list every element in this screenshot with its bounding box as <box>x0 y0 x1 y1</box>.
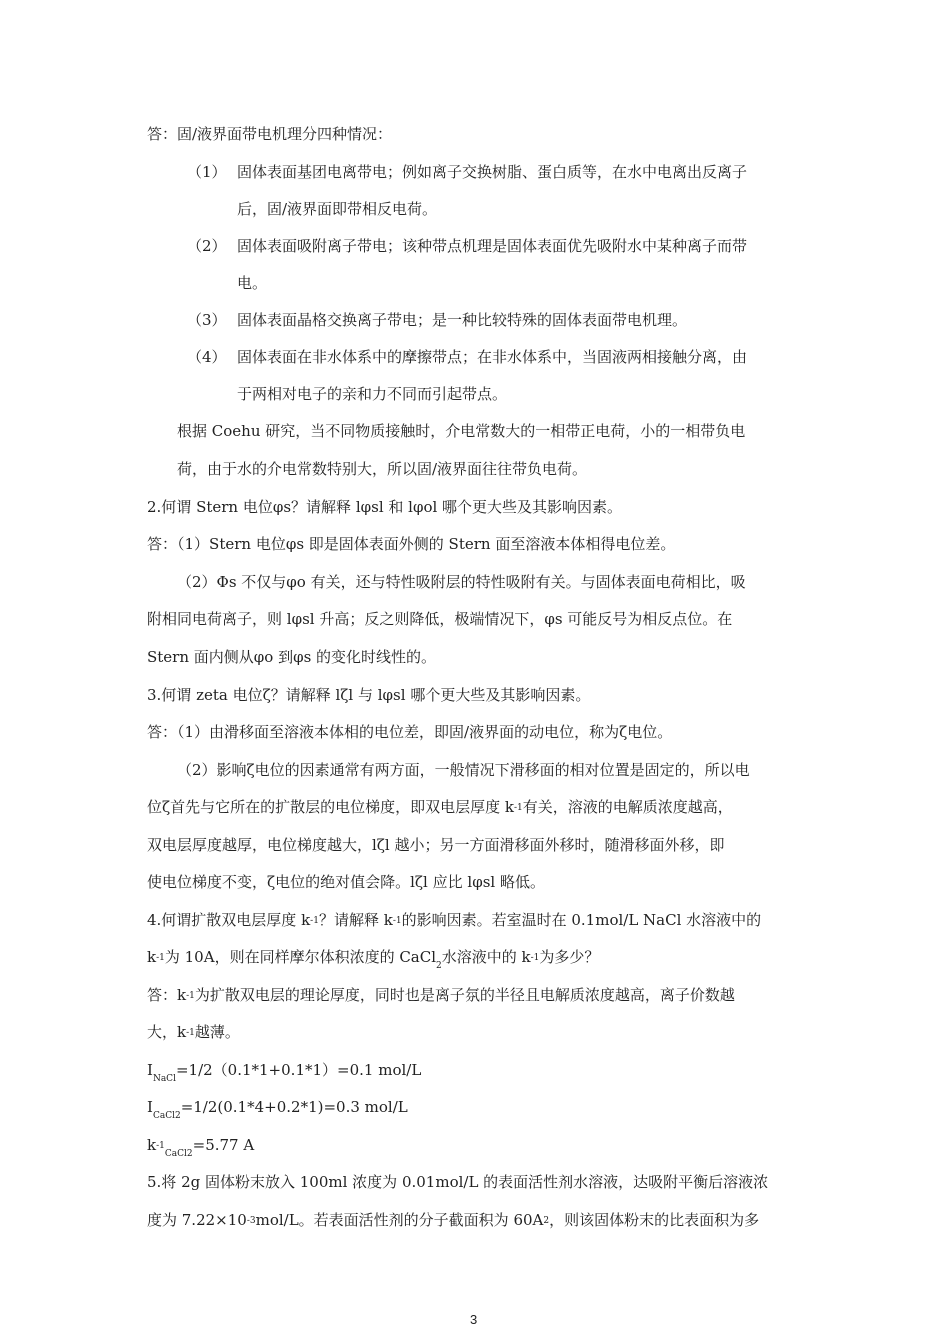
item2-line1: 固体表面吸附离子带电；该种带点机理是固体表面优先吸附水中某种离子而带 <box>237 237 748 255</box>
formula-ionic-strength-nacl: $I_{NaCl}=1/2(0.1*1+0.1*1)=0.1$ mol/L <box>147 1061 422 1084</box>
q4-question-line2: k-1为 10A，则在同样摩尔体积浓度的 CaCl$_2$水溶液中的 k-1为多少？ <box>147 948 600 971</box>
page-number: 3 <box>470 1312 478 1327</box>
q5-question-line2: 度为 7.22×10-3mol/L。若表面活性剂的分子截面积为 60A2，则该固体粉末的比表面积为多 <box>147 1211 760 1229</box>
item2-line2: 电。 <box>237 274 268 292</box>
item3-line1: 固体表面晶格交换离子带电；是一种比较特殊的固体表面带电机理。 <box>237 311 688 329</box>
q3-answer2-line4: 使电位梯度不变，ζ电位的绝对值会降。lζl 应比 lφsl 略低。 <box>147 873 545 891</box>
coehu-line1: 根据 Coehu 研究，当不同物质接触时，介电常数大的一相带正电荷，小的一相带负电 <box>177 422 746 440</box>
q2-answer2-line2: 附相同电荷离子，则 lφsl 升高；反之则降低，极端情况下，φs 可能反号为相反点位。在 <box>147 610 733 628</box>
coehu-line2: 荷，由于水的介电常数特别大，所以固/液界面往往带负电荷。 <box>177 460 588 478</box>
q2-question: 2.何谓 Stern 电位φs？请解释 lφsl 和 lφol 哪个更大些及其影响因素。 <box>147 498 623 516</box>
q2-answer1: 答：（1）Stern 电位φs 即是固体表面外侧的 Stern 面至溶液本体相得电位差。 <box>147 535 676 553</box>
q5-question-line1: 5.将 2g 固体粉末放入 100ml 浓度为 0.01mol/L 的表面活性剂水溶液，达吸附平衡后溶液浓 <box>147 1173 769 1191</box>
q3-answer2-line1: （2）影响ζ电位的因素通常有两方面，一般情况下滑移面的相对位置是固定的，所以电 <box>177 761 750 779</box>
q4-question-line1: 4.何谓扩散双电层厚度 k-1？请解释 k-1的影响因素。若室温时在 0.1mol/L NaCl 水溶液中的 <box>147 911 762 929</box>
item1-line1: 固体表面基团电离带电；例如离子交换树脂、蛋白质等，在水中电离出反离子 <box>237 163 748 181</box>
formula-ionic-strength-cacl2: $I_{CaCl2}=1/2(0.1*4+0.2*1)=0.3$ mol/L <box>147 1098 408 1121</box>
q2-answer2-line3: Stern 面内侧从φo 到φs 的变化时线性的。 <box>147 648 437 666</box>
item4-number: （4） <box>187 348 227 366</box>
answer1-intro: 答：固/液界面带电机理分四种情况： <box>147 125 393 143</box>
q4-answer-line2: 大，k-1越薄。 <box>147 1023 240 1041</box>
q4-answer-line1: 答：k-1为扩散双电层的理论厚度，同时也是离子氛的半径且电解质浓度越高，离子价数越 <box>147 986 735 1004</box>
q2-answer2-line1: （2）Φs 不仅与φo 有关，还与特性吸附层的特性吸附有关。与固体表面电荷相比，吸 <box>177 573 746 591</box>
item1-line2: 后，固/液界面即带相反电荷。 <box>237 200 438 218</box>
formula-debye-length-cacl2: $k-1_{CaCl2}=5.77$ A <box>147 1136 255 1159</box>
q3-question: 3.何谓 zeta 电位ζ？请解释 lζl 与 lφsl 哪个更大些及其影响因素。 <box>147 686 591 704</box>
item4-line2: 于两相对电子的亲和力不同而引起带点。 <box>237 385 508 403</box>
q3-answer2-line3: 双电层厚度越厚，电位梯度越大，lζl 越小；另一方面滑移面外移时，随滑移面外移，即 <box>147 836 725 854</box>
item2-number: （2） <box>187 237 227 255</box>
item3-number: （3） <box>187 311 227 329</box>
item4-line1: 固体表面在非水体系中的摩擦带点；在非水体系中，当固液两相接触分离，由 <box>237 348 748 366</box>
item1-number: （1） <box>187 163 227 181</box>
q3-answer1: 答：（1）由滑移面至溶液本体相的电位差，即固/液界面的动电位，称为ζ电位。 <box>147 723 673 741</box>
q3-answer2-line2: 位ζ首先与它所在的扩散层的电位梯度，即双电层厚度 k-1有关，溶液的电解质浓度越高， <box>147 798 733 816</box>
